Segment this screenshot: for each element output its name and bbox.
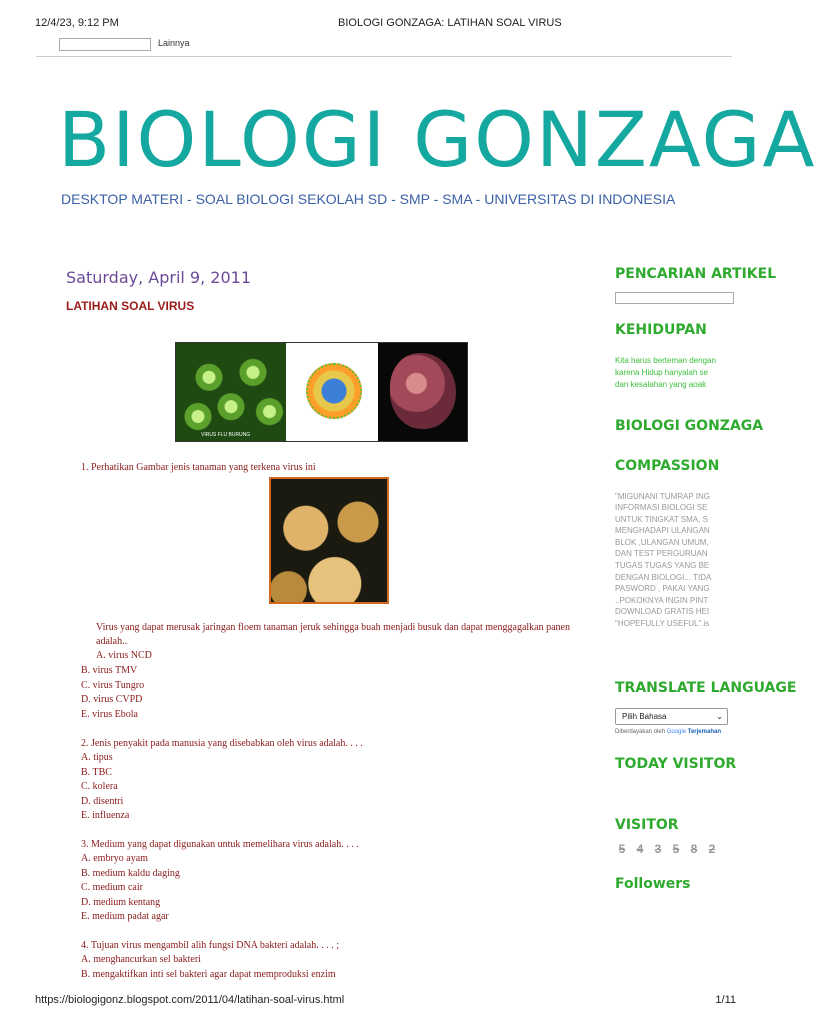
powered-by-google	[615, 729, 732, 735]
life-text-line: dan kesalahan yang aoak	[615, 380, 707, 389]
compassion-text-line: DAN TEST PERGURUAN	[615, 549, 708, 558]
sidebar-heading-translate: TRANSLATE LANGUAGE	[615, 680, 797, 696]
option: C. medium cair	[81, 882, 143, 893]
compassion-text-line: "HOPEFULLY USEFUL".is	[615, 619, 710, 628]
visitor-digit: 3	[654, 842, 662, 856]
blog-description: DESKTOP MATERI - SOAL BIOLOGI SEKOLAH SD - SMP - SMA - UNIVERSITAS DI INDONESIA	[61, 191, 676, 207]
sidebar-heading-blog: BIOLOGI GONZAGA	[615, 418, 764, 434]
visitor-digit: 4	[636, 842, 644, 856]
compassion-text-line: BLOK ,ULANGAN UMUM,	[615, 538, 709, 547]
visitor-digit: 2	[708, 842, 716, 856]
blog-title[interactable]: BIOLOGI GONZAGA	[58, 95, 816, 184]
powered-prefix: Diberdayakan oleh	[615, 729, 666, 735]
compassion-text-line: INFORMASI BIOLOGI SE	[615, 503, 708, 512]
option: C. virus Tungro	[81, 680, 145, 691]
compassion-text-line: ..POKOKNYA INGIN PINT	[615, 596, 709, 605]
sidebar-heading-today-visitor: TODAY VISITOR	[615, 756, 737, 772]
visitor-digit: 5	[618, 842, 626, 856]
flu-virus-photo	[176, 343, 286, 441]
option: E. medium padat agar	[81, 911, 169, 922]
sidebar-heading-life: KEHIDUPAN	[615, 322, 707, 338]
infected-orange-image	[269, 477, 389, 604]
option: D. virus CVPD	[81, 694, 143, 705]
sidebar-search-input[interactable]	[615, 292, 734, 304]
compassion-text-line: DENGAN BIOLOGI... TIDA	[615, 573, 712, 582]
post-date: Saturday, April 9, 2011	[66, 268, 251, 287]
question-1: 1. Perhatikan Gambar jenis tanaman yang terkena virus ini	[81, 462, 316, 473]
option: B. TBC	[81, 767, 112, 778]
sidebar-heading-compassion: COMPASSION	[615, 458, 720, 474]
language-select-value: Pilih Bahasa	[622, 712, 667, 721]
print-page-number: 1/11	[715, 994, 736, 1006]
navbar-divider	[36, 56, 732, 57]
post-title[interactable]: LATIHAN SOAL VIRUS	[66, 299, 195, 313]
question-1-text: Virus yang dapat merusak jaringan floem tanaman jeruk sehingga buah menjadi busuk dan dapat menggagalkan panen	[96, 622, 570, 633]
life-text-line: Kita harus berteman dengan	[615, 356, 716, 365]
compassion-text-line: PASWORD , PAKAI YANG	[615, 584, 710, 593]
sidebar-heading-search: PENCARIAN ARTIKEL	[615, 266, 777, 282]
life-text-line: karena Hidup hanyalah se	[615, 368, 708, 377]
language-select[interactable]	[615, 708, 728, 725]
question-3: 3. Medium yang dapat digunakan untuk memelihara virus adalah. . . .	[81, 839, 359, 850]
sidebar-heading-visitor: VISITOR	[615, 817, 679, 833]
compassion-text-line: "MIGUNANI TUMRAP ING	[615, 492, 710, 501]
print-url: https://biologigonz.blogspot.com/2011/04/latihan-soal-virus.html	[35, 994, 345, 1006]
question-1-text: adalah..	[96, 636, 128, 647]
option: A. virus NCD	[96, 650, 152, 661]
option: D. disentri	[81, 796, 124, 807]
chevron-down-icon: ⌄	[716, 712, 723, 721]
option: D. medium kentang	[81, 897, 161, 908]
virus-banner-image	[175, 342, 468, 442]
navbar-more-link[interactable]: Lainnya	[158, 38, 190, 48]
compassion-text-line: TUGAS TUGAS YANG BE	[615, 561, 710, 570]
option: E. virus Ebola	[81, 709, 138, 720]
option: B. medium kaldu daging	[81, 868, 180, 879]
visitor-digit: 5	[672, 842, 680, 856]
option: B. mengaktifkan inti sel bakteri agar dapat memproduksi enzim	[81, 969, 336, 980]
translate-link[interactable]: Terjemahan	[687, 729, 721, 735]
option: A. embryo ayam	[81, 853, 148, 864]
question-4: 4. Tujuan virus mengambil alih fungsi DNA bakteri adalah. . . . ;	[81, 940, 340, 951]
option: A. menghancurkan sel bakteri	[81, 954, 201, 965]
option: A. tipus	[81, 752, 113, 763]
virus-diagram	[286, 343, 378, 441]
print-date: 12/4/23, 9:12 PM	[35, 17, 119, 29]
option: E. influenza	[81, 810, 130, 821]
visitor-counter	[615, 842, 719, 856]
navbar-search-input[interactable]	[59, 38, 151, 51]
compassion-text-line: UNTUK TINGKAT SMA, S	[615, 515, 708, 524]
visitor-digit: 8	[690, 842, 698, 856]
question-2: 2. Jenis penyakit pada manusia yang disebabkan oleh virus adalah. . . .	[81, 738, 363, 749]
banner-caption: VIRUS FLU BURUNG	[201, 432, 251, 438]
option: B. virus TMV	[81, 665, 138, 676]
compassion-text-line: DOWNLOAD GRATIS HEI	[615, 607, 710, 616]
print-title: BIOLOGI GONZAGA: LATIHAN SOAL VIRUS	[338, 17, 562, 29]
virus-micrograph	[378, 343, 467, 441]
compassion-text-line: MENGHADAPI ULANGAN	[615, 526, 710, 535]
sidebar-heading-followers: Followers	[615, 876, 691, 892]
option: C. kolera	[81, 781, 118, 792]
google-logo: Google	[666, 729, 687, 735]
